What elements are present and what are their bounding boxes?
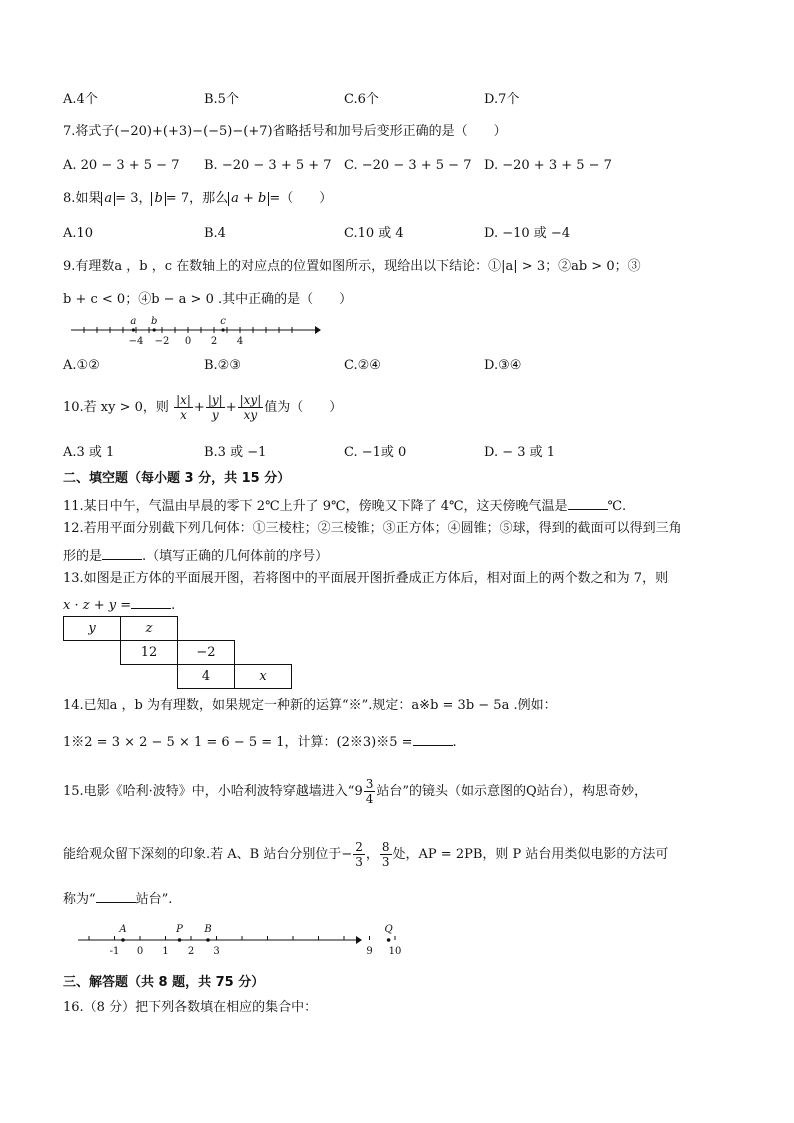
net-cell-y: y <box>64 617 121 641</box>
q7-option-d: D. −20 + 3 + 5 − 7 <box>484 158 612 173</box>
q9-line2: b + c < 0；④b − a > 0 .其中正确的是（ ） <box>63 292 353 307</box>
q9-line1: 9.有理数a ，b ，c 在数轴上的对应点的位置如图所示，现给出以下结论：①|a| > 3；②ab > 0；③ <box>63 259 641 274</box>
q15-axis-label: 10 <box>388 946 402 957</box>
q13-line1: 13.如图是正方体的平面展开图，若将图中的平面展开图折叠成正方体后，相对面上的两个数之和为 7，则 <box>63 571 669 586</box>
q15-point-A <box>121 938 125 942</box>
q9-point-b <box>153 328 156 331</box>
q7-stem <box>63 123 507 141</box>
q9-option-b: B.②③ <box>204 358 241 373</box>
q15-line2 <box>63 837 668 873</box>
q9-point-label: b <box>150 316 158 327</box>
q8-option-b: B.4 <box>204 226 226 241</box>
q15-line2-end: 处，AP = 2PB，则 P 站台用类似电影的方法可 <box>392 847 669 862</box>
q8-tail: =（ ） <box>269 191 333 206</box>
q10-option-b: B.3 或 −1 <box>204 445 267 460</box>
q14-line2: 1※2 = 3 × 2 − 5 × 1 = 6 − 5 = 1，计算：(2※3)※5 = . <box>63 731 457 752</box>
q12-line2-end: .（填写正确的几何体前的序号） <box>142 549 329 564</box>
section3-heading: 三、解答题（共 8 题，共 75 分） <box>63 975 265 990</box>
q12-answer-blank[interactable] <box>102 545 142 560</box>
q14-line1: 14.已知a ，b 为有理数，如果规定一种新的运算“※”.规定：a※b = 3b − 5a .例如： <box>63 698 557 713</box>
q14-line2-text: 1※2 = 3 × 2 − 5 × 1 = 6 − 5 = 1，计算：(2※3)※5 = <box>63 735 413 750</box>
q6-option-c: C.6个 <box>344 92 379 107</box>
q11-answer-blank[interactable] <box>568 495 608 510</box>
q15-mixed-fraction: $\frac{3}{4}$ <box>365 777 374 806</box>
q9-axis-label: 2 <box>210 336 218 347</box>
net-cell-z: z <box>121 617 178 641</box>
q15-axis-label: -1 <box>109 946 120 957</box>
q10-fraction-xy: $\frac{|xy|}{xy}$ <box>239 393 262 422</box>
q15-answer-blank[interactable] <box>96 888 136 903</box>
q13-line2: x · z + y = . <box>63 594 175 615</box>
q11-text <box>63 495 626 516</box>
q15-axis-label: 0 <box>136 946 144 957</box>
q15-line1-end: 站台”的镜头（如示意图的Q站台），构思奇妙， <box>376 784 648 799</box>
q9-option-a: A.①② <box>63 358 100 373</box>
q15-point-B <box>206 938 210 942</box>
q9-point-label: a <box>130 316 137 327</box>
q9-axis-label: −4 <box>128 336 144 347</box>
net-cell-x: x <box>235 665 292 689</box>
q6-option-d: D.7个 <box>484 92 520 107</box>
q10-stem: 10.若 xy > 0，则 $\frac{|x|}{x}$ + $\frac{|y|}{y}$ + $\frac{|xy|}{xy}$ 值为（ ） <box>63 393 343 422</box>
q8-abs-a-plus-b: a + b <box>228 192 269 206</box>
q7-stem-text: 7.将式子 <box>63 124 115 139</box>
q15-point-label: B <box>204 924 212 935</box>
q9-option-c: C.②④ <box>344 358 381 373</box>
q9-number-line <box>63 316 323 346</box>
q15-point-Q <box>387 938 391 942</box>
cube-net <box>63 616 292 689</box>
q9-axis-label: 4 <box>236 336 244 347</box>
net-cell-12: 12 <box>121 641 178 665</box>
q15-line3 <box>63 888 172 909</box>
q8-option-d: D. −10 或 −4 <box>484 226 571 241</box>
q14-answer-blank[interactable] <box>413 731 453 746</box>
q8-option-c: C.10 或 4 <box>344 226 404 241</box>
q15-line1-start: 15.电影《哈利·波特》中，小哈利波特穿越墙进入“ <box>63 784 355 799</box>
q7-tail: 省略括号和加号后变形正确的是（ ） <box>272 124 507 139</box>
q15-comma: ， <box>365 847 379 862</box>
q11-stem: 11.某日中午，气温由早晨的零下 2℃上升了 9℃，傍晚又下降了 4℃，这天傍晚气温是 <box>63 499 568 514</box>
q11-unit: ℃. <box>607 499 627 514</box>
q7-option-a: A. 20 − 3 + 5 − 7 <box>63 158 180 173</box>
q15-axis-label: 3 <box>213 946 220 957</box>
q15-point-label: P <box>176 924 183 935</box>
q9-point-c <box>222 328 225 331</box>
q15-line3-start: 称为“ <box>63 892 96 907</box>
q8-cond1-value: = 3， <box>115 191 152 206</box>
q12-line2-start: 形的是 <box>63 549 103 564</box>
q7-option-b: B. −20 − 3 + 5 + 7 <box>204 158 332 173</box>
q12-line2 <box>63 545 328 566</box>
q13-answer-blank[interactable] <box>131 594 171 609</box>
net-cell-4: 4 <box>178 665 235 689</box>
q8-stem-text: 8.如果 <box>63 191 102 206</box>
q12-line1: 12.若用平面分别截下列几何体：①三棱柱；②三棱锥；③正方体；④圆锥；⑤球，得到的截面可以得到三角 <box>63 521 682 536</box>
q15-axis-label: 9 <box>366 946 373 957</box>
q8-option-a: A.10 <box>63 226 94 241</box>
q15-fraction-a: $\frac{2}{3}$ <box>355 840 363 869</box>
q9-point-a <box>132 328 135 331</box>
q15-number-line <box>74 922 402 958</box>
q9-axis-label: 0 <box>184 336 192 347</box>
q9-option-d: D.③④ <box>484 358 522 373</box>
q15-mixed-whole: 9 <box>354 784 363 799</box>
q10-option-d: D. − 3 或 1 <box>484 445 556 460</box>
q10-fraction-x: $\frac{|x|}{x}$ <box>176 393 191 422</box>
q10-fraction-y: $\frac{|y|}{y}$ <box>207 393 223 422</box>
q9-point-label: c <box>220 316 226 327</box>
q15-point-label: Q <box>384 924 393 935</box>
q15-fraction-b: $\frac{8}{3}$ <box>381 840 390 869</box>
q8-abs-a: a <box>101 192 115 206</box>
q15-line1 <box>63 774 647 810</box>
q9-axis-label: −2 <box>154 336 170 347</box>
q15-line3-end: 站台”. <box>135 892 173 907</box>
q10-stem-text: 10.若 xy > 0，则 <box>63 400 169 415</box>
q8-stem <box>63 190 332 208</box>
net-cell-neg2: −2 <box>178 641 235 665</box>
q15-axis-label: 1 <box>162 946 169 957</box>
q13-expression: x · z + y = <box>63 598 132 613</box>
q10-option-a: A.3 或 1 <box>63 445 115 460</box>
q15-point-label: A <box>119 924 127 935</box>
q6-option-b: B.5个 <box>204 92 239 107</box>
q15-point-P <box>178 938 182 942</box>
q6-option-a: A.4个 <box>63 92 98 107</box>
q15-axis-label: 2 <box>187 946 195 957</box>
q16-text: 16.（8 分）把下列各数填在相应的集合中： <box>63 1000 318 1015</box>
q10-tail: 值为（ ） <box>264 400 343 415</box>
q15-line2-start: 能给观众留下深刻的印象.若 A、B 站台分别位于− <box>63 847 353 862</box>
q7-option-c: C. −20 − 3 + 5 − 7 <box>344 158 472 173</box>
q10-option-c: C. −1或 0 <box>344 445 407 460</box>
q8-cond2-value: = 7，那么 <box>165 191 229 206</box>
q8-abs-b: b <box>151 192 165 206</box>
q7-expression: (−20)+(+3)−(−5)−(+7) <box>114 124 273 139</box>
section2-heading: 二、填空题（每小题 3 分，共 15 分） <box>63 471 291 486</box>
